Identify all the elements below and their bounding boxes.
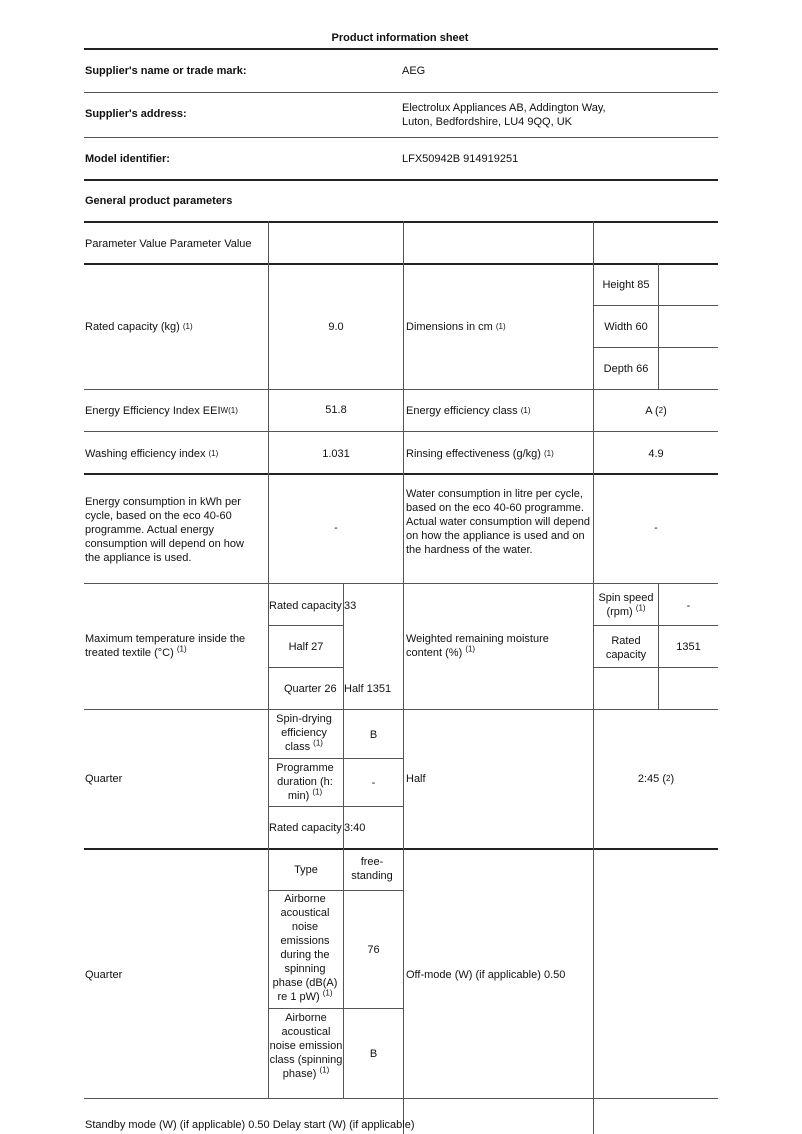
spin-speed-text: Spin speed (rpm): [598, 592, 654, 618]
supplier-name-label: Supplier's name or trade mark:: [85, 65, 247, 77]
rule: [84, 431, 718, 432]
supplier-address-label: Supplier's address:: [85, 108, 187, 120]
dimensions-label: Dimensions in cm (1): [406, 321, 506, 333]
rule: [84, 389, 718, 390]
height-label: Height 85: [602, 279, 650, 291]
duration-rated-capacity: Rated capacity: [269, 822, 342, 834]
rule: [268, 806, 403, 807]
programme-duration-text: Programme duration (h: min): [276, 762, 334, 802]
water-consumption-value: -: [654, 522, 658, 534]
rinsing-value: 4.9: [648, 448, 664, 460]
energy-class-value-end: ): [663, 405, 667, 417]
param-header: Parameter Value Parameter Value: [85, 238, 252, 250]
rule: [84, 179, 718, 181]
model-value: LFX50942B 914919251: [402, 153, 519, 165]
noise-class-value: B: [369, 1048, 378, 1060]
type-value: free-standing: [351, 856, 393, 882]
rule: [84, 221, 718, 223]
footnote-marker: (1): [312, 787, 323, 797]
rated-capacity-value: 9.0: [328, 321, 344, 333]
rated-capacity-text: Rated capacity (kg): [85, 321, 180, 333]
footnote-marker: (1): [176, 644, 187, 654]
spin-drying-value: B: [369, 729, 378, 741]
half-1351: Half 1351: [344, 683, 392, 695]
eei-value: 51.8: [325, 404, 347, 416]
duration-rated-value: 3:40: [344, 822, 366, 834]
col-rule: [268, 221, 269, 1098]
noise-emissions-value: 76: [367, 944, 380, 956]
washing-index-text: Washing efficiency index: [85, 448, 206, 460]
model-label: Model identifier:: [85, 153, 170, 165]
energy-class-text: Energy efficiency class: [406, 405, 518, 417]
off-mode-label: Off-mode (W) (if applicable) 0.50: [406, 969, 566, 981]
energy-consumption-value: -: [334, 522, 338, 534]
col-rule: [403, 221, 404, 1134]
rule: [84, 709, 718, 710]
col-rule: [593, 221, 594, 1134]
supplier-name-value: AEG: [402, 65, 426, 77]
moisture-label: [406, 632, 586, 660]
noise-class-label: [268, 1011, 344, 1081]
supplier-address-line2: Luton, Bedfordshire, LU4 9QQ, UK: [402, 116, 572, 128]
general-params-heading: General product parameters: [85, 195, 233, 207]
rule: [268, 625, 343, 626]
supplier-address-line1: Electrolux Appliances AB, Addington Way,: [402, 102, 606, 114]
footnote-marker: (1): [635, 603, 646, 613]
quarter-label: Quarter: [85, 773, 123, 785]
programme-duration-value: -: [371, 777, 376, 789]
spin-speed-value: -: [686, 600, 691, 612]
energy-consumption-label: Energy consumption in kWh per cycle, based on the eco 40-60 programme. Actual energy consumption will depend on how the appliance is used.: [85, 496, 244, 564]
rule: [84, 92, 718, 93]
type-label: Type: [294, 864, 318, 876]
top-rule: [84, 48, 718, 50]
half-duration-end: ): [670, 773, 675, 785]
energy-class-value: A ( 2 ): [645, 405, 667, 417]
noise-emissions-label: [270, 892, 340, 1004]
footnote-marker: (1): [313, 738, 323, 748]
rule: [268, 758, 403, 759]
washing-index-value: 1.031: [322, 448, 350, 460]
rule: [593, 667, 718, 668]
rule: [593, 347, 718, 348]
depth-label: Depth 66: [603, 363, 649, 375]
spin-rated-capacity: Rated capacity: [605, 635, 647, 661]
energy-class-label: Energy efficiency class (1): [406, 405, 531, 417]
programme-duration-label: [270, 761, 340, 803]
rule: [84, 583, 718, 584]
footnote-marker: (1): [319, 1065, 330, 1075]
eei-text: Energy Efficiency Index EEI: [85, 405, 221, 417]
rinsing-label: Rinsing effectiveness (g/kg) (1): [406, 448, 554, 460]
washing-index-label: Washing efficiency index (1): [85, 448, 219, 460]
footnote-marker: (1): [322, 988, 333, 998]
rule: [84, 848, 718, 850]
temp-rated-value: 33: [344, 600, 357, 612]
dimensions-text: Dimensions in cm: [406, 321, 493, 333]
max-temp-text: Maximum temperature inside the treated textile (°C): [85, 633, 246, 659]
rule: [593, 625, 718, 626]
rule: [268, 667, 343, 668]
rule: [84, 263, 718, 265]
eei-label: Energy Efficiency Index EEI W (1): [85, 405, 238, 417]
sheet-title: Product information sheet: [331, 32, 469, 44]
max-temp-label: [85, 632, 263, 660]
spin-drying-label: [270, 712, 338, 754]
width-label: Width 60: [604, 321, 648, 333]
rinsing-text: Rinsing effectiveness (g/kg): [406, 448, 541, 460]
col-rule: [658, 263, 659, 389]
temp-quarter: Quarter 26: [284, 683, 337, 695]
supplier-address: [402, 101, 712, 129]
noise-emissions-text: Airborne acoustical noise emissions during the spinning phase (dB(A) re 1 pW): [272, 893, 338, 1003]
spin-drying-text: Spin-drying efficiency class: [276, 713, 332, 753]
rule: [84, 137, 718, 138]
half-label: Half: [406, 773, 426, 785]
half-duration-value: 2:45 ( 2 ): [637, 773, 675, 785]
spin-rated-value: 1351: [676, 641, 701, 653]
rule: [593, 305, 718, 306]
standby-label: Standby mode (W) (if applicable) 0.50 Delay start (W) (if applicable): [85, 1119, 415, 1131]
rated-capacity-label: Rated capacity (kg) (1): [85, 321, 193, 333]
rule: [84, 473, 718, 475]
moisture-text: Weighted remaining moisture content (%): [406, 633, 549, 659]
noise-class-text: Airborne acoustical noise emission class (spinning phase): [269, 1012, 343, 1080]
rule: [268, 890, 403, 891]
quarter-label-2: Quarter: [85, 969, 123, 981]
spin-speed-label: [594, 591, 658, 619]
half-duration-text: 2:45 (: [637, 773, 666, 785]
footnote-marker: (1): [465, 644, 476, 654]
rule: [84, 1098, 718, 1099]
temp-half: Half 27: [288, 641, 324, 653]
temp-rated-capacity: Rated capacity: [269, 600, 342, 612]
energy-class-value-text: A (: [645, 405, 659, 417]
rule: [268, 1008, 403, 1009]
water-consumption-label: Water consumption in litre per cycle, based on the eco 40-60 programme. Actual water consumption will depend on how the appliance is used and on the hardness of the water.: [406, 488, 591, 556]
